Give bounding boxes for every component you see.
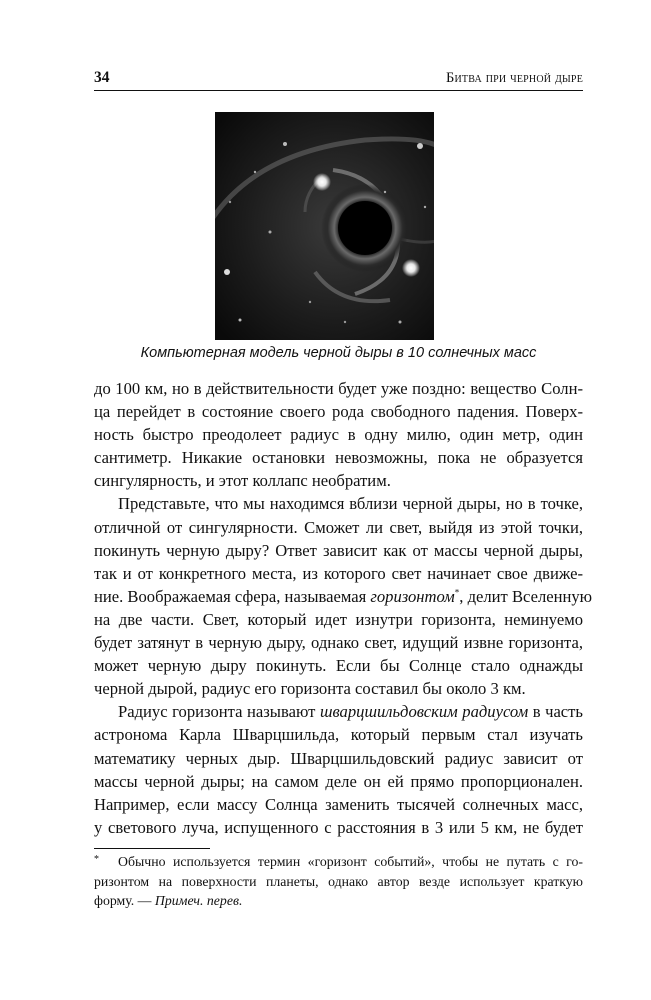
text-segment: Радиус горизонта называют	[118, 702, 320, 722]
black-hole-figure	[215, 112, 434, 340]
text-line: черной дырой, радиус его горизонта составил бы около 3 км.	[94, 679, 526, 699]
text-line: у светового луча, испущенного с расстояния в 3 или 5 км, не будет	[94, 817, 583, 837]
footnote	[94, 852, 583, 911]
footnote-marker: *	[94, 854, 99, 865]
text-segment: ние. Воображаемая сфера, называемая	[94, 586, 371, 606]
body-text	[94, 377, 593, 839]
translator-note: Примеч. перев.	[154, 893, 243, 908]
text-line: массы черной дыры; на самом деле он ей прямо пропорционален.	[94, 771, 583, 791]
text-line: ца перейдет в состояние своего рода свободного падения. Поверх-	[94, 402, 583, 422]
term-schwarzschild-radius: шварцшильдовским радиусом	[319, 702, 529, 722]
footnote-rule	[94, 848, 210, 849]
footnote-marker: *	[454, 587, 460, 598]
text-line: до 100 км, но в действительности будет уже поздно: вещество Солн-	[94, 379, 583, 398]
text-segment: форму. —	[94, 893, 155, 908]
running-title: Битва при черной дыре	[445, 70, 583, 86]
text-line: будет затянут в черную дыру, однако свет, идущий извне горизонта,	[94, 633, 583, 653]
text-segment: в часть	[528, 702, 583, 722]
figure-caption: Компьютерная модель черной дыры в 10 солнечных масс	[140, 345, 537, 361]
text-line: ность быстро преодолеет радиус в одну милю, один метр, один	[94, 425, 583, 445]
footnote-line	[94, 891, 583, 911]
text-line: отличной от сингулярности. Сможет ли свет, выйдя из этой точки,	[94, 517, 583, 537]
text-line: Например, если массу Солнца заменить тысячей солнечных масс,	[94, 794, 583, 814]
text-line: может черную дыру покинуть. Если бы Солнце стало однажды	[94, 656, 583, 676]
term-horizon: горизонтом	[370, 586, 455, 606]
text-line: сингулярность, и этот коллапс необратим.	[94, 471, 391, 491]
text-line: так и от конкретного места, из которого свет начинает свое движе-	[94, 563, 583, 583]
text-line: сантиметр. Никакие остановки невозможны, пока не образуется	[94, 448, 583, 468]
text-line: математику черных дыр. Шварцшильдовский радиус зависит от	[94, 748, 583, 768]
page-number: 34	[94, 69, 110, 86]
black-hole-image	[215, 112, 434, 340]
text-line: астронома Карла Шварцшильда, который первым стал изучать	[94, 725, 583, 745]
text-line: покинуть черную дыру? Ответ зависит как от массы черной дыры,	[94, 540, 583, 560]
text-line: Представьте, что мы находимся вблизи черной дыры, но в точке,	[118, 494, 583, 514]
running-header	[94, 68, 583, 91]
footnote-line: Обычно используется термин «горизонт событий», чтобы не путать с го-	[118, 854, 583, 869]
footnote-line: ризонтом на поверхности планеты, однако автор везде использует краткую	[94, 873, 583, 889]
text-line	[94, 585, 593, 608]
text-segment: , делит Вселенную	[459, 586, 593, 606]
text-line	[94, 700, 583, 723]
text-line: на две части. Свет, который идет изнутри горизонта, неминуемо	[94, 609, 583, 629]
